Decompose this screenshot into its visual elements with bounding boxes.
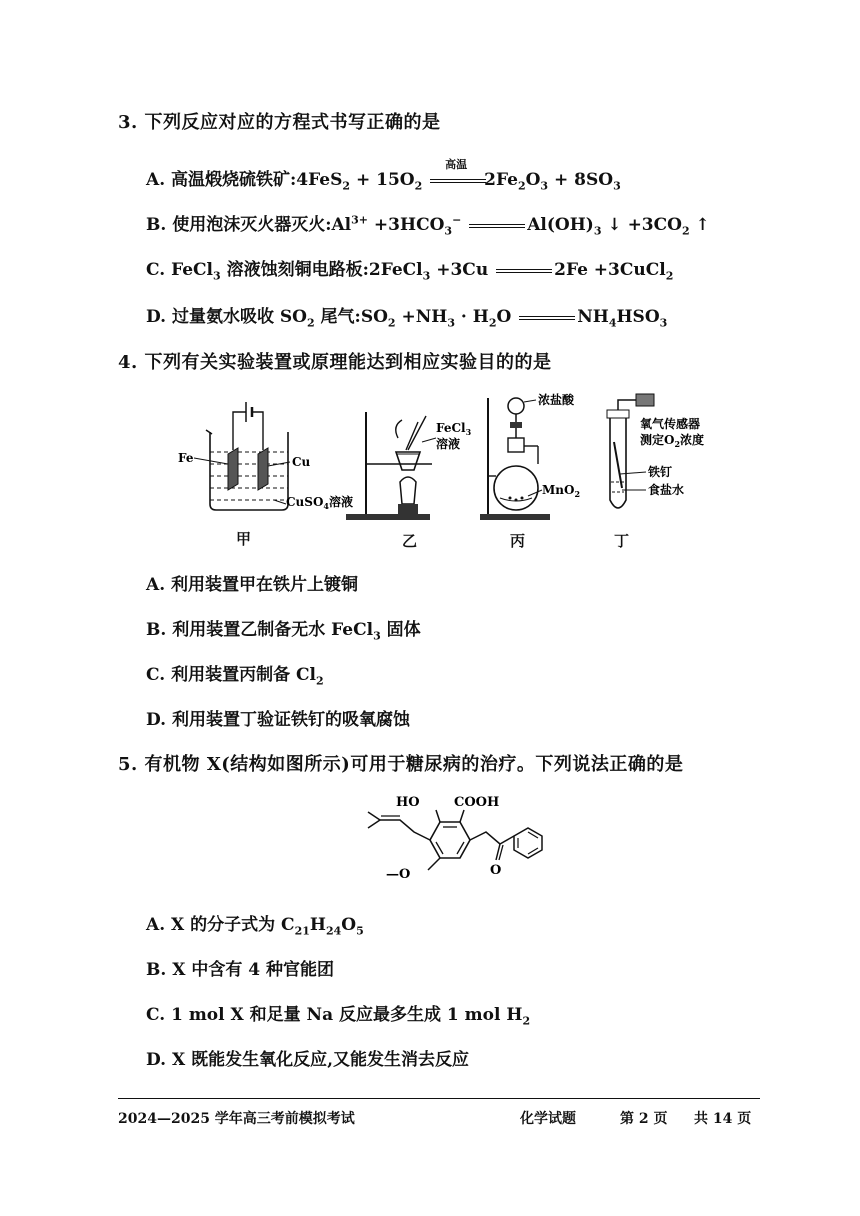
- q4-option-b[interactable]: B. 利用装置乙制备无水 FeCl$_3$ 固体: [146, 620, 421, 643]
- mol-hydroxyl: HO: [396, 795, 420, 810]
- apparatus-figures: [170, 392, 730, 552]
- footer-exam-name: 2024—2025 学年高三考前模拟考试: [118, 1111, 355, 1127]
- molecule-structure: [350, 792, 550, 892]
- label-cu: Cu: [292, 455, 311, 469]
- q4-option-a[interactable]: A. 利用装置甲在铁片上镀铜: [146, 575, 359, 595]
- apparatus-yi: [346, 412, 472, 520]
- label-fecl3: FeCl$_3$: [436, 421, 472, 437]
- caption-yi: 乙: [402, 532, 418, 550]
- label-sensor: 氧气传感器: [640, 417, 701, 431]
- q3-option-d[interactable]: D. 过量氨水吸收 $SO_2$ 尾气$:SO_2 +NH_3 \cdot H_2O$ $NH_4HSO_3$: [146, 307, 668, 330]
- apparatus-jia: [178, 402, 353, 511]
- footer-total-pages: 共 14 页: [694, 1111, 752, 1127]
- label-salt-water: 食盐水: [648, 483, 685, 497]
- caption-bing: 丙: [510, 532, 526, 550]
- q5-option-b[interactable]: B. X 中含有 4 种官能团: [146, 960, 334, 980]
- question-4-stem: 4. 下列有关实验装置或原理能达到相应实验目的的是: [118, 352, 552, 373]
- label-hcl: 浓盐酸: [538, 393, 575, 407]
- svg-text:溶液: 溶液: [436, 437, 461, 451]
- q3-option-b[interactable]: B. 使用泡沫灭火器灭火$:Al^{3+} +3HCO_3^-$ $Al(OH)_3$ ↓ $+3CO_2$ ↑: [146, 213, 710, 238]
- q3-option-a[interactable]: A. 高温煅烧硫铁矿:4FeS$_2$ + $15O_2$ 高温 $2Fe_2O_3 + 8SO_3$: [146, 158, 621, 193]
- q5-option-d[interactable]: D. X 既能发生氧化反应,又能发生消去反应: [146, 1050, 469, 1070]
- caption-ding: 丁: [614, 532, 630, 550]
- label-nail: 铁钉: [648, 465, 673, 479]
- label-fe: Fe: [178, 451, 194, 465]
- q3-option-c[interactable]: C. FeCl$_3$ 溶液蚀刻铜电路板:2FeCl$_3$ +3Cu 2Fe +3CuCl$_2$: [146, 260, 674, 283]
- label-mno2: MnO$_2$: [542, 483, 581, 499]
- q4-option-c[interactable]: C. 利用装置丙制备 $Cl_2$: [146, 665, 324, 688]
- q5-option-a[interactable]: A. X 的分子式为 $C_{21}H_{24}O_5$: [146, 915, 364, 938]
- footer-subject: 化学试题: [520, 1111, 576, 1127]
- apparatus-ding: [607, 394, 704, 508]
- mol-methoxy: —O: [386, 867, 411, 882]
- mol-ketone-o: O: [490, 863, 502, 878]
- q5-option-c[interactable]: C. 1 mol X 和足量 Na 反应最多生成 1 mol $H_2$: [146, 1005, 531, 1028]
- condition-arrow: 高温: [428, 170, 484, 190]
- q4-option-d[interactable]: D. 利用装置丁验证铁钉的吸氧腐蚀: [146, 710, 410, 730]
- apparatus-bing: [480, 392, 580, 520]
- label-sensor-o2: 测定$O_2$浓度: [640, 433, 705, 449]
- footer-page-number: 第 2 页: [620, 1111, 668, 1127]
- caption-jia: 甲: [236, 530, 252, 548]
- footer-divider: [118, 1098, 760, 1099]
- mol-carboxyl: COOH: [454, 795, 500, 810]
- label-cuso4: CuSO$_4$溶液: [286, 495, 353, 511]
- question-5-stem: 5. 有机物 X(结构如图所示)可用于糖尿病的治疗。下列说法正确的是: [118, 754, 684, 775]
- question-3-stem: 3. 下列反应对应的方程式书写正确的是: [118, 112, 441, 133]
